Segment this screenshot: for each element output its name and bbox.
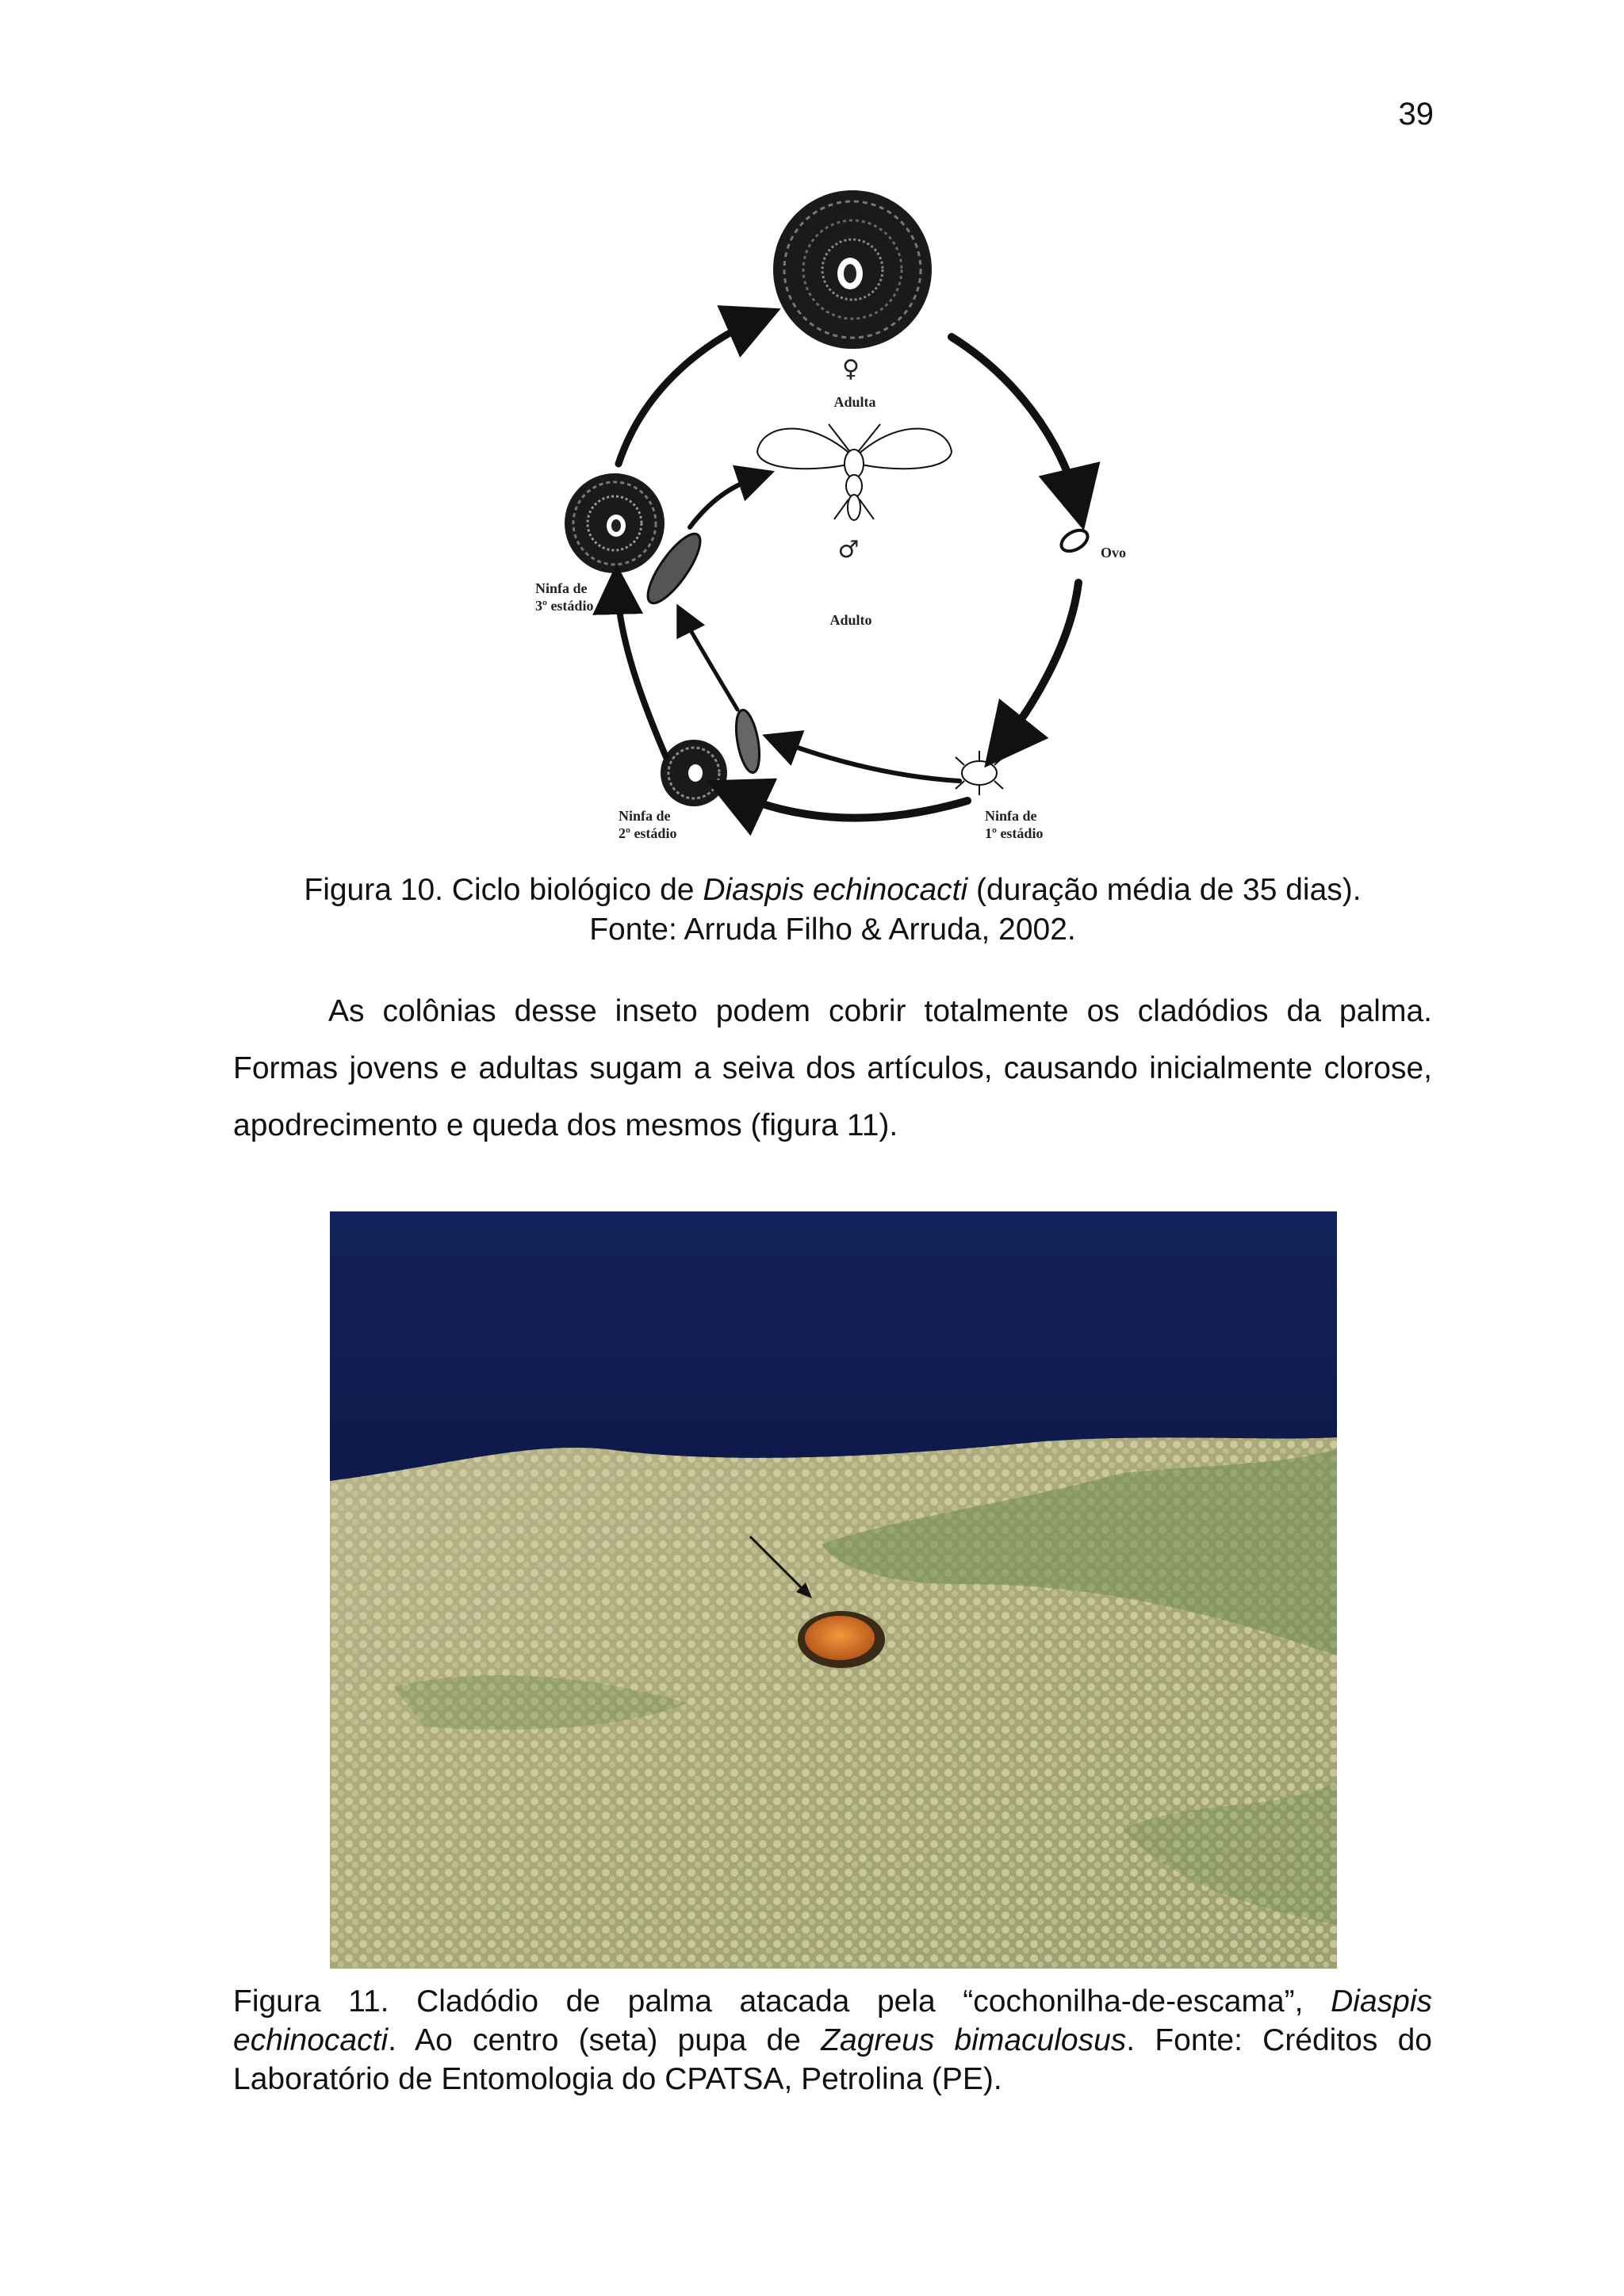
figure-10-caption: [230, 871, 1435, 950]
caption11-part2: . Ao centro (seta) pupa de: [388, 2023, 822, 2057]
first-instar-crawler: [956, 751, 1003, 795]
figure-11-caption: [233, 1982, 1432, 2099]
label-ninfa1-line1: Ninfa de: [985, 808, 1037, 824]
caption10-source: Fonte: Arruda Filho & Arruda, 2002.: [589, 913, 1076, 947]
body-paragraph: [233, 983, 1432, 1154]
caption11-species2: Zagreus bimaculosus: [821, 2023, 1127, 2057]
label-ninfa3-line1: Ninfa de: [535, 580, 588, 596]
cladode-photo: [330, 1211, 1337, 1969]
caption11-species1: Diaspis echinocacti: [233, 1984, 1432, 2057]
pupa-zagreus: [798, 1611, 885, 1668]
female-symbol: ♀: [842, 355, 860, 383]
label-ninfa2-line1: Ninfa de: [619, 808, 671, 824]
label-ninfa3-line2: 3º estádio: [535, 598, 594, 614]
adult-female-scale: [773, 190, 932, 349]
male-second-instar: [732, 708, 763, 774]
third-instar-scale: [565, 473, 665, 573]
male-symbol: ♂: [837, 536, 860, 564]
label-ovo: Ovo: [1101, 545, 1127, 561]
paragraph-text: As colônias desse inseto podem cobrir totalmente os cladódios da palma. Formas jovens e adultas sugam a seiva dos artículos, causando inicialmente clorose, apodrecimento e queda dos mesmos (figura 11).: [233, 994, 1432, 1142]
label-ninfa1-line2: 1º estádio: [985, 825, 1044, 841]
second-instar-scale: [661, 740, 727, 806]
caption10-suffix: (duração média de 35 dias).: [967, 873, 1362, 907]
caption10-prefix: Figura 10. Ciclo biológico de: [304, 873, 703, 907]
page-number: 39: [1398, 97, 1434, 132]
label-adulta: Adulta: [833, 394, 876, 410]
adult-male-insect: [757, 424, 952, 520]
label-adulto: Adulto: [829, 612, 872, 628]
life-cycle-diagram: [523, 186, 1158, 852]
caption11-part1: Figura 11. Cladódio de palma atacada pela “cochonilha-de-escama”,: [233, 1984, 1331, 2019]
egg-shape: [1058, 526, 1091, 555]
label-ninfa2-line2: 2º estádio: [619, 825, 677, 841]
caption10-species: Diaspis echinocacti: [703, 873, 968, 907]
caption11-part3: . Fonte: Créditos do Laboratório de Entomologia do CPATSA, Petrolina (PE).: [233, 2023, 1432, 2096]
